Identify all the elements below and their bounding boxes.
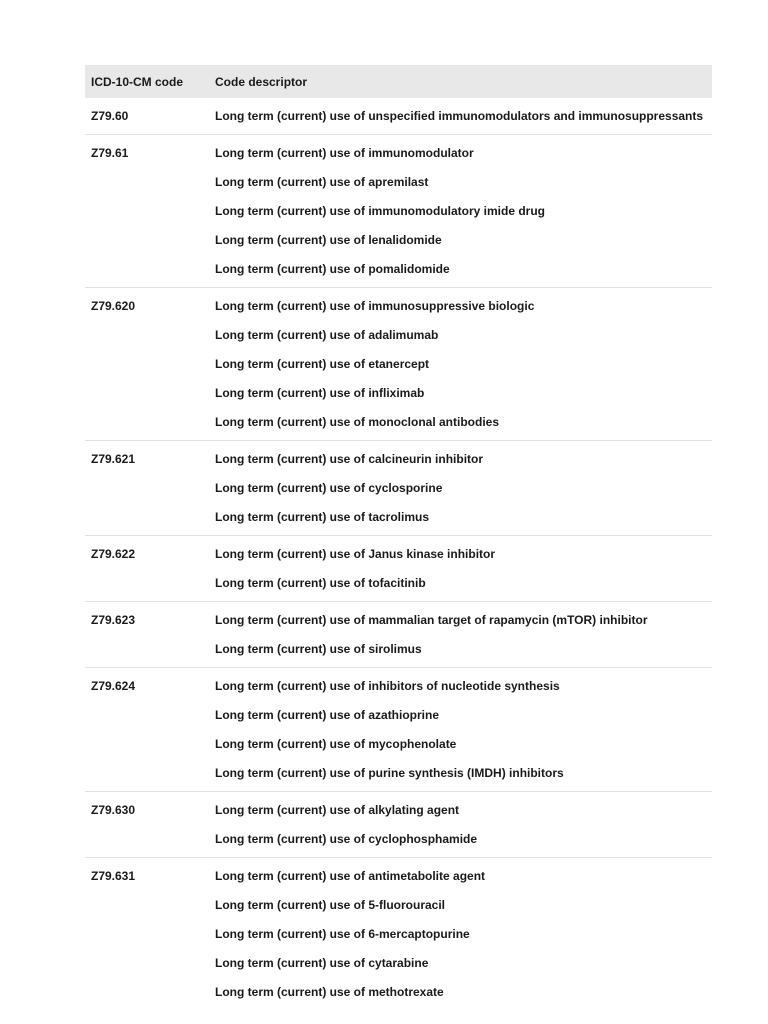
- descriptor-line: Long term (current) use of apremilast: [215, 175, 429, 189]
- descriptor-line: Long term (current) use of unspecified immunomodulators and immunosuppressants: [215, 109, 704, 123]
- descriptor-line: Long term (current) use of alkylating agent: [215, 803, 460, 817]
- code-cell: Z79.631: [91, 869, 136, 883]
- code-cell: Z79.60: [91, 109, 129, 123]
- icd-code-table: [85, 65, 712, 1010]
- table-row: [85, 135, 712, 288]
- descriptor-cell: [209, 606, 712, 664]
- table-row: [85, 98, 712, 135]
- descriptor-cell: [209, 445, 712, 532]
- descriptor-cell: [209, 139, 712, 284]
- descriptor-line: Long term (current) use of pomalidomide: [215, 262, 450, 276]
- descriptor-line: Long term (current) use of antimetabolite agent: [215, 869, 486, 883]
- descriptor-line: Long term (current) use of tofacitinib: [215, 576, 426, 590]
- table-row: [85, 288, 712, 441]
- descriptor-line: Long term (current) use of mammalian target of rapamycin (mTOR) inhibitor: [215, 613, 648, 627]
- code-cell: Z79.630: [91, 803, 136, 817]
- descriptor-line: Long term (current) use of methotrexate: [215, 985, 444, 999]
- code-cell: Z79.61: [91, 146, 129, 160]
- table-row: [85, 792, 712, 858]
- descriptor-line: Long term (current) use of Janus kinase inhibitor: [215, 547, 496, 561]
- descriptor-line: Long term (current) use of purine synthesis (IMDH) inhibitors: [215, 766, 564, 780]
- code-cell: Z79.621: [91, 452, 136, 466]
- table-row: [85, 536, 712, 602]
- table-row: [85, 441, 712, 536]
- descriptor-line: Long term (current) use of 5-fluorouracil: [215, 898, 446, 912]
- descriptor-line: Long term (current) use of inhibitors of nucleotide synthesis: [215, 679, 560, 693]
- descriptor-line: Long term (current) use of monoclonal antibodies: [215, 415, 500, 429]
- descriptor-line: Long term (current) use of immunomodulator: [215, 146, 474, 160]
- code-cell: Z79.623: [91, 613, 136, 627]
- descriptor-line: Long term (current) use of etanercept: [215, 357, 430, 371]
- descriptor-line: Long term (current) use of lenalidomide: [215, 233, 442, 247]
- table-header-row: [85, 65, 712, 98]
- code-cell: Z79.620: [91, 299, 136, 313]
- descriptor-line: Long term (current) use of mycophenolate: [215, 737, 457, 751]
- descriptor-line: Long term (current) use of immunomodulatory imide drug: [215, 204, 546, 218]
- table-body: [85, 98, 712, 1010]
- table-row: [85, 668, 712, 792]
- descriptor-line: Long term (current) use of adalimumab: [215, 328, 439, 342]
- descriptor-line: Long term (current) use of azathioprine: [215, 708, 440, 722]
- header-code: ICD-10-CM code: [91, 74, 184, 89]
- descriptor-line: Long term (current) use of tacrolimus: [215, 510, 430, 524]
- descriptor-cell: [209, 102, 712, 131]
- code-cell: Z79.624: [91, 679, 136, 693]
- descriptor-line: Long term (current) use of sirolimus: [215, 642, 422, 656]
- descriptor-line: Long term (current) use of cytarabine: [215, 956, 429, 970]
- code-cell: Z79.622: [91, 547, 136, 561]
- table-row: [85, 858, 712, 1010]
- descriptor-cell: [209, 540, 712, 598]
- descriptor-line: Long term (current) use of infliximab: [215, 386, 425, 400]
- header-descriptor: Code descriptor: [215, 74, 308, 89]
- descriptor-line: Long term (current) use of calcineurin inhibitor: [215, 452, 484, 466]
- descriptor-cell: [209, 292, 712, 437]
- document-page: [85, 65, 712, 1010]
- descriptor-line: Long term (current) use of immunosuppressive biologic: [215, 299, 535, 313]
- descriptor-cell: [209, 862, 712, 1007]
- descriptor-line: Long term (current) use of 6-mercaptopurine: [215, 927, 470, 941]
- table-row: [85, 602, 712, 668]
- descriptor-line: Long term (current) use of cyclosporine: [215, 481, 443, 495]
- descriptor-cell: [209, 672, 712, 788]
- descriptor-cell: [209, 796, 712, 854]
- descriptor-line: Long term (current) use of cyclophosphamide: [215, 832, 478, 846]
